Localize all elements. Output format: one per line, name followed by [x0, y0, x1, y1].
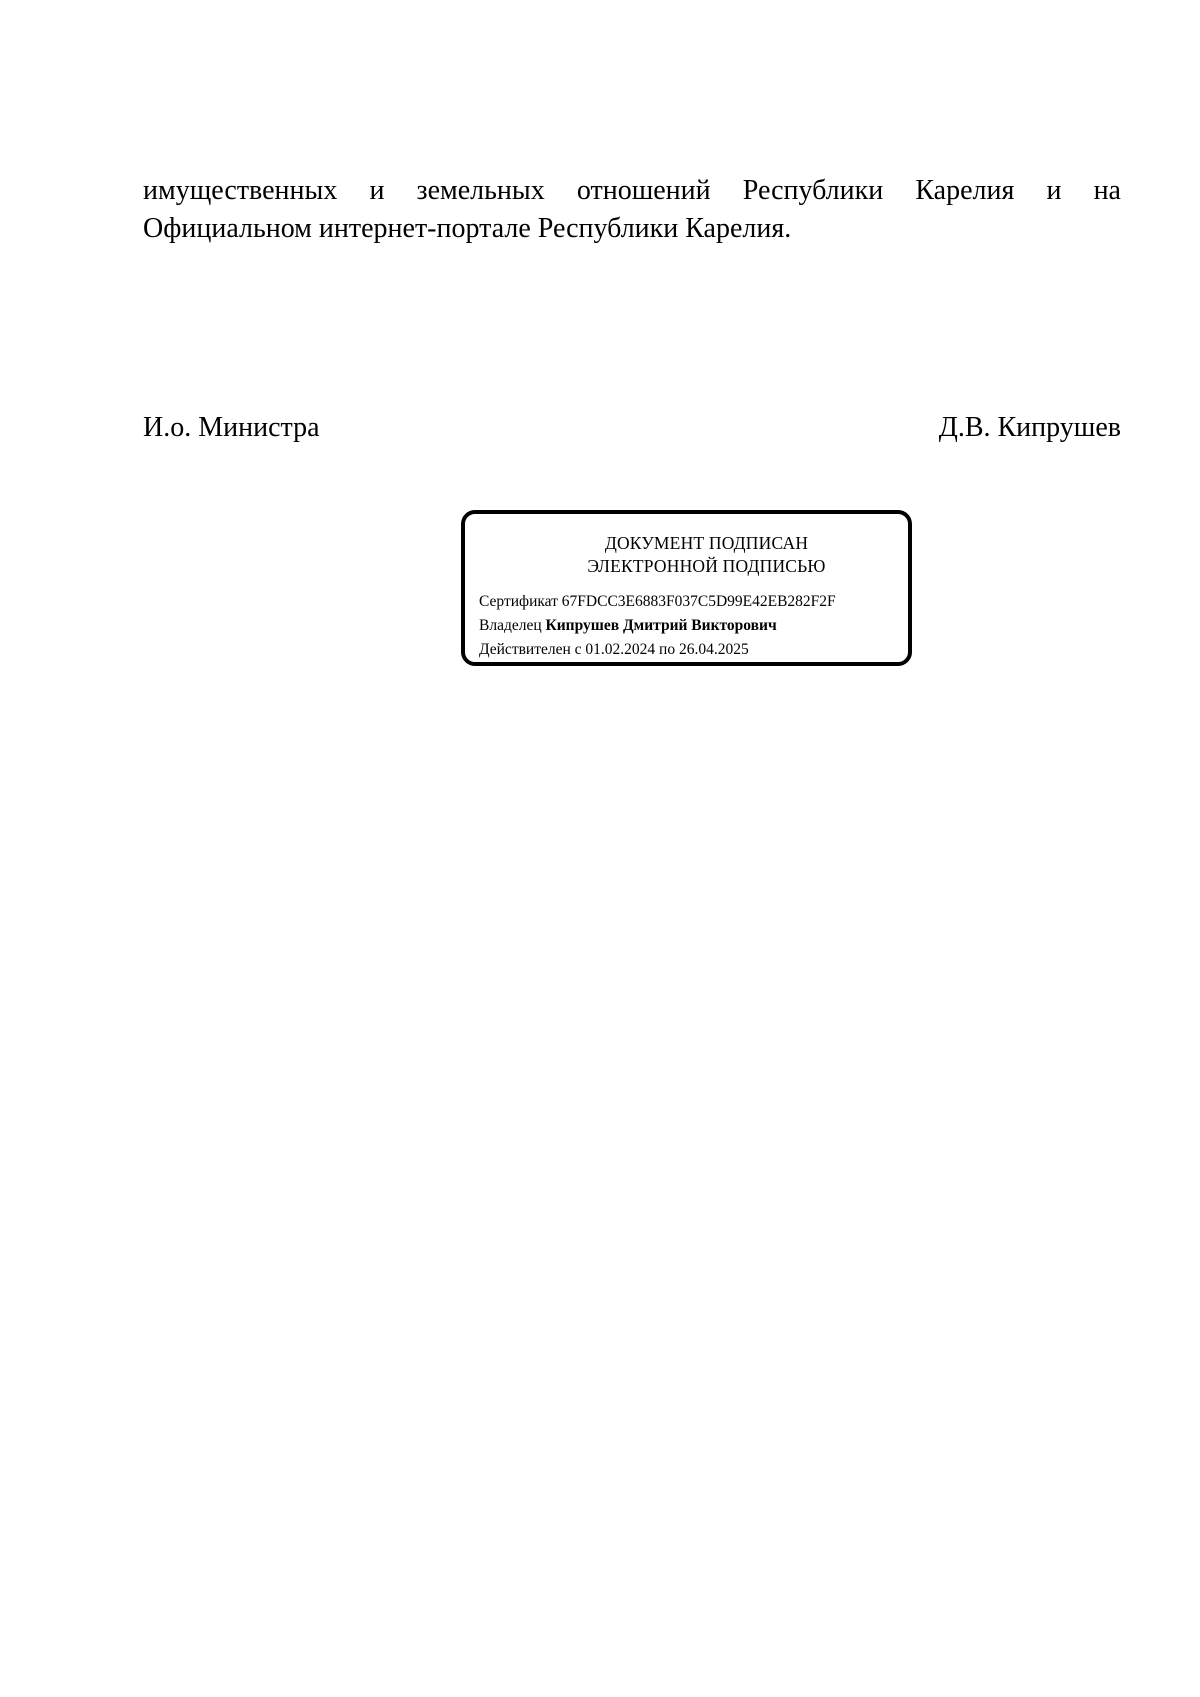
stamp-title — [519, 532, 894, 578]
signature-block — [143, 409, 1121, 447]
stamp-valid-from-label: Действителен с — [479, 641, 582, 658]
paragraph-line-1: имущественных и земельных отношений Республики Карелия и на — [143, 175, 1121, 206]
stamp-valid-from: 01.02.2024 — [585, 641, 656, 658]
stamp-owner-row — [479, 614, 894, 638]
electronic-signature-stamp — [461, 510, 912, 666]
signature-name: Д.В. Кипрушев — [938, 412, 1121, 443]
signature-position: И.о. Министра — [143, 412, 320, 443]
stamp-valid-to-label: по — [659, 641, 676, 658]
stamp-details — [479, 590, 894, 662]
stamp-certificate-row — [479, 590, 894, 614]
stamp-certificate-value: 67FDCC3E6883F037C5D99E42EB282F2F — [561, 593, 836, 610]
stamp-valid-to: 26.04.2025 — [678, 641, 749, 658]
stamp-owner-value: Кипрушев Дмитрий Викторович — [545, 617, 777, 634]
stamp-owner-label: Владелец — [479, 617, 542, 634]
stamp-certificate-label: Сертификат — [479, 593, 558, 610]
stamp-title-line-1: ДОКУМЕНТ ПОДПИСАН — [604, 533, 809, 553]
stamp-title-line-2: ЭЛЕКТРОННОЙ ПОДПИСЬЮ — [587, 556, 826, 576]
stamp-validity-row — [479, 638, 894, 662]
body-paragraph — [143, 172, 1121, 248]
paragraph-line-2: Официальном интернет-портале Республики Карелия. — [143, 213, 792, 244]
